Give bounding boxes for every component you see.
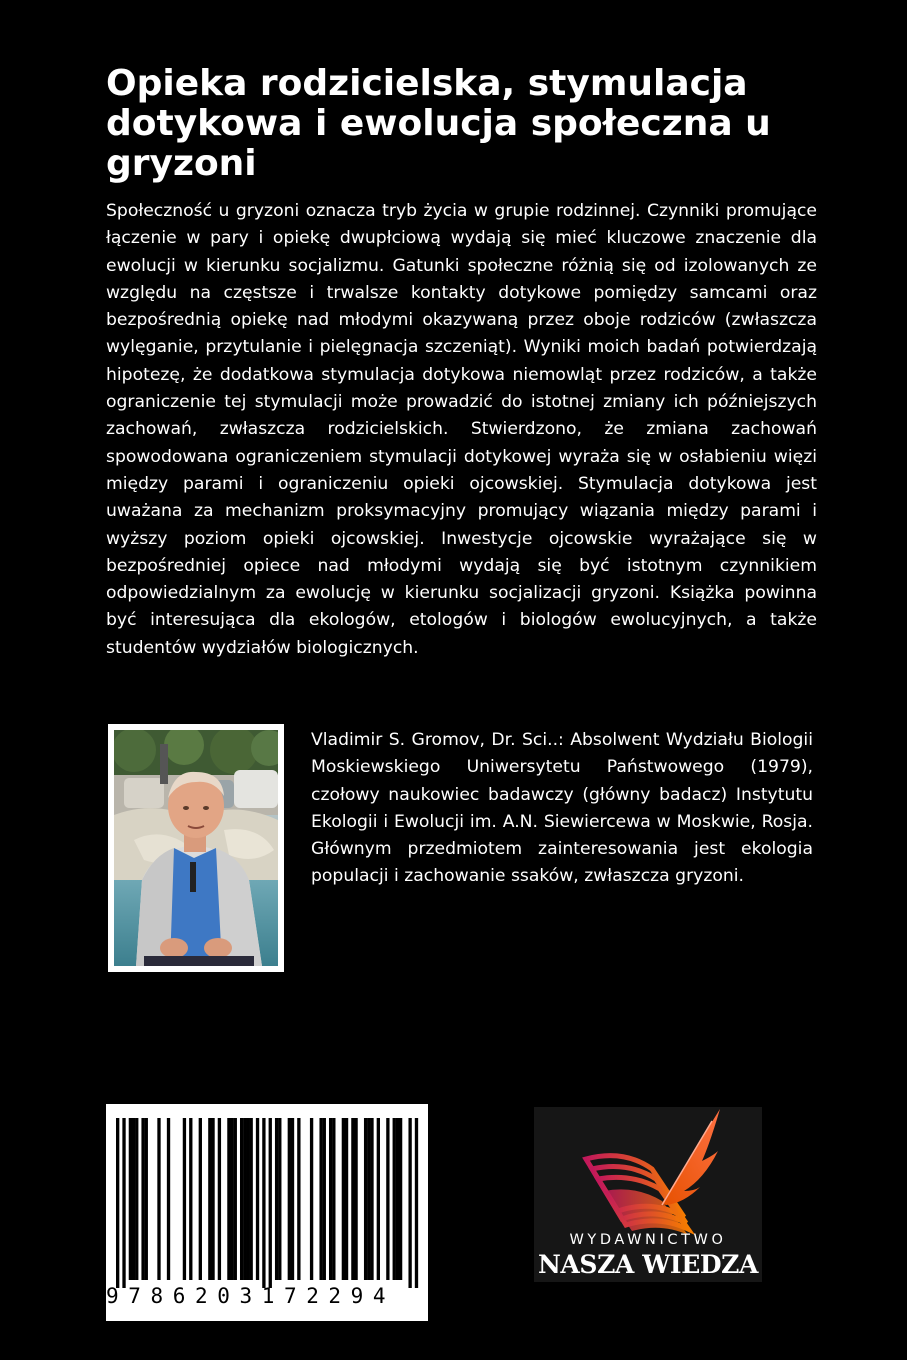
barcode-bar xyxy=(269,1118,272,1288)
barcode-bar xyxy=(145,1118,148,1280)
barcode-bar xyxy=(288,1118,291,1280)
barcode-bar xyxy=(122,1118,125,1288)
book-title: Opieka rodzicielska, stymulacja dotykowa i ewolucja społeczna u gryzoni xyxy=(106,63,771,184)
barcode-bar xyxy=(393,1118,396,1280)
barcode-bar xyxy=(408,1118,411,1288)
barcode-bar xyxy=(278,1118,281,1280)
publisher-label: WYDAWNICTWO xyxy=(569,1232,727,1248)
barcode-bar xyxy=(189,1118,192,1280)
barcode-bar xyxy=(342,1118,345,1280)
barcode-bar xyxy=(230,1118,233,1280)
barcode-bar xyxy=(345,1118,348,1280)
author-bio: Vladimir S. Gromov, Dr. Sci..: Absolwent Wydziału Biologii Moskiewskiego Uniwersytetu Państwowego (1979), czołowy naukowiec badawczy (główny badacz) Instytutu Ekologii i Ewolucji im. A.N. Siewiercewa w Moskwie, Rosja. Głównym przedmiotem zainteresowania jest ekologia populacji i zachowanie ssaków, zwłaszcza gryzoni. xyxy=(311,730,813,887)
barcode-bar xyxy=(227,1118,230,1280)
barcode-bar xyxy=(183,1118,186,1280)
barcode-bar xyxy=(240,1118,243,1280)
barcode-bar xyxy=(129,1118,132,1280)
barcode-bar xyxy=(370,1118,373,1280)
isbn-number: 9786203172294 xyxy=(106,1284,396,1308)
barcode-bar xyxy=(297,1118,300,1280)
barcode-bar xyxy=(329,1118,332,1280)
barcode-bar xyxy=(291,1118,294,1280)
author-portrait-image xyxy=(114,730,278,966)
barcode-bar xyxy=(351,1118,354,1280)
barcode-bar xyxy=(243,1118,246,1280)
barcode-bar xyxy=(256,1118,259,1280)
author-photo xyxy=(108,724,284,972)
barcode-bar xyxy=(364,1118,367,1280)
barcode-bar xyxy=(332,1118,335,1280)
barcode-bar xyxy=(246,1118,249,1280)
barcode-bar xyxy=(167,1118,170,1280)
barcode-bar xyxy=(250,1118,253,1280)
barcode-bar xyxy=(262,1118,265,1288)
barcode-bar xyxy=(116,1118,119,1288)
barcode-bar xyxy=(319,1118,322,1280)
barcode-bar xyxy=(132,1118,135,1280)
publisher-logo xyxy=(534,1107,762,1282)
barcode-bar xyxy=(323,1118,326,1280)
publisher-name: NASZA WIEDZA xyxy=(537,1250,758,1279)
barcode-bar xyxy=(208,1118,211,1280)
barcode-bar xyxy=(386,1118,389,1280)
isbn-barcode xyxy=(106,1104,428,1321)
book-description: Społeczność u gryzoni oznacza tryb życia w grupie rodzinnej. Czynniki promujące łączenie w pary i opiekę dwupłciową wydają się mieć kluczowe znaczenie dla ewolucji w kierunku socjalizmu. Gatunki społeczne różnią się od izolowanych ze względu na częstsze i trwalsze kontakty dotykowe pomiędzy samcami oraz bezpośrednią opiekę nad młodymi okazywaną przez oboje rodziców (zwłaszcza wylęganie, przytulanie i pielęgnacja szczeniąt). Wyniki moich badań potwierdzają hipotezę, że dodatkowa stymulacja dotykowa niemowląt przez rodziców, a także ograniczenie tej stymulacji może prowadzić do istotnej zmiany ich późniejszych zachowań, zwłaszcza rodzicielskich. Stwierdzono, że zmiana zachowań spowodowana ograniczeniem stymulacji dotykowej wyraża się w osłabieniu więzi między parami i ograniczeniu opieki ojcowskiej. Stymulacja dotykowa jest uważana za mechanizm proksymacyjny promujący wiązania między parami i wyższy poziom opieki ojcowskiej. Inwestycje ojcowskie wyrażające się w bezpośredniej opiece nad młodymi wydają się być istotnym czynnikiem odpowiedzialnym za ewolucję w kierunku socjalizacji gryzoni. Książka powinna być interesująca dla ekologów, etologów i biologów ewolucyjnych, a także studentów wydziałów biologicznych. xyxy=(106,201,817,658)
barcode-bar xyxy=(310,1118,313,1280)
barcode-bar xyxy=(135,1118,138,1280)
barcode-bar xyxy=(234,1118,237,1280)
barcode-bar xyxy=(275,1118,278,1280)
barcode-bar xyxy=(157,1118,160,1280)
barcode-bar xyxy=(354,1118,357,1280)
barcode-bar xyxy=(367,1118,370,1280)
barcode-bar xyxy=(141,1118,144,1280)
barcode-bar xyxy=(199,1118,202,1280)
barcode-bar xyxy=(218,1118,221,1280)
barcode-bar xyxy=(396,1118,399,1280)
barcode-bar xyxy=(399,1118,402,1280)
barcode-bar xyxy=(211,1118,214,1280)
barcode-bar xyxy=(377,1118,380,1280)
barcode-bar xyxy=(415,1118,418,1288)
